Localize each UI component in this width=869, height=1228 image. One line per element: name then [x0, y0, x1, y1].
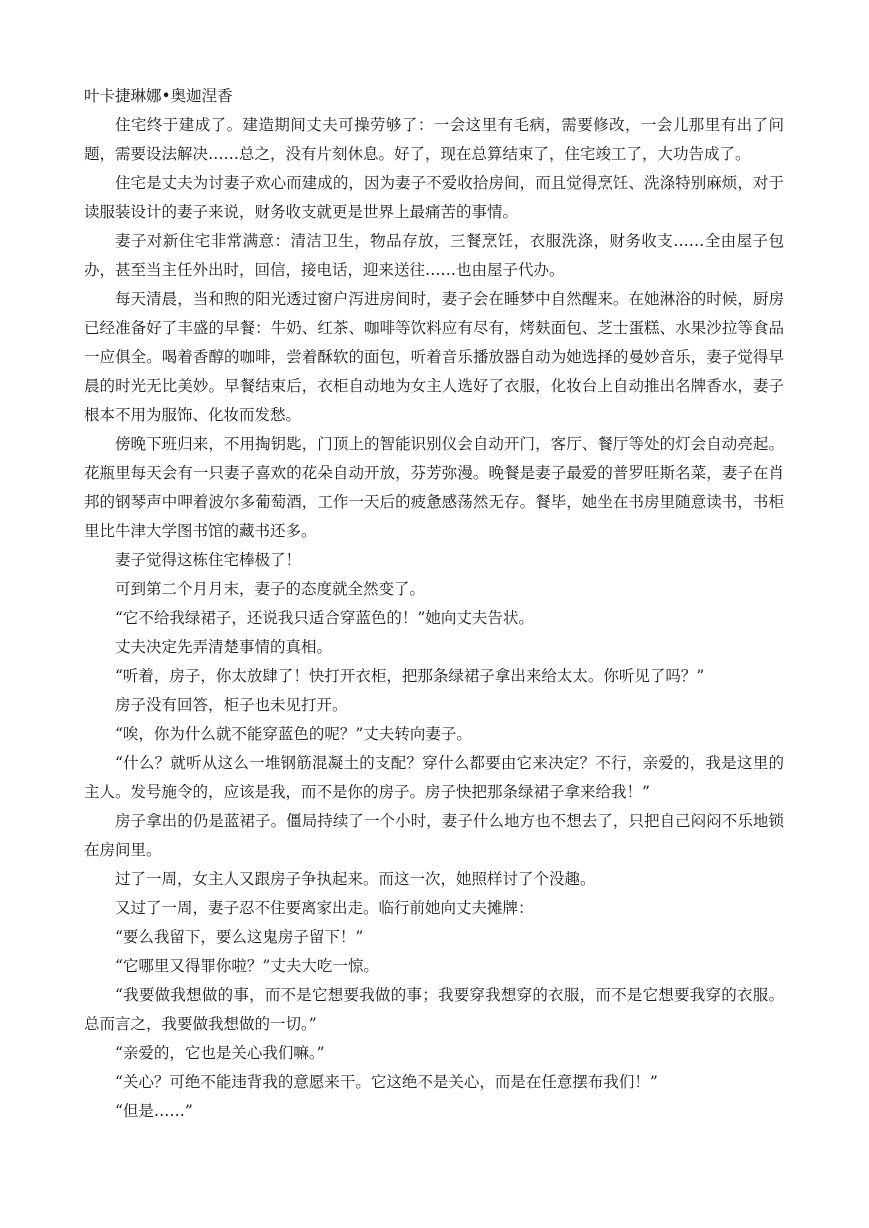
paragraph: 傍晚下班归来，不用掏钥匙，门顶上的智能识别仪会自动开门，客厅、餐厅等处的灯会自动亮起。花瓶里每天会有一只妻子喜欢的花朵自动开放，芬芳弥漫。晚餐是妻子最爱的普罗旺斯名菜，妻子在肖邦的钢琴声中呷着波尔多葡萄酒，工作一天后的疲惫感荡然无存。餐毕，她坐在书房里随意读书，书柜里比牛津大学图书馆的藏书还多。 [84, 435, 784, 540]
author-name: 叶卡捷琳娜•奥迦涅香 [84, 87, 233, 105]
paragraph: 每天清晨，当和煦的阳光透过窗户泻进房间时，妻子会在睡梦中自然醒来。在她淋浴的时候，厨房已经准备好了丰盛的早餐：牛奶、红茶、咖啡等饮料应有尽有，烤麸面包、芝士蛋糕、水果沙拉等食品一应俱全。喝着香醇的咖啡，尝着酥软的面包，听着音乐播放器自动为她选择的曼妙音乐，妻子觉得早晨的时光无比美妙。早餐结束后，衣柜自动地为女主人选好了衣服，化妆台上自动推出名牌香水，妻子根本不用为服饰、化妆而发愁。 [84, 290, 784, 424]
paragraph: 住宅是丈夫为讨妻子欢心而建成的，因为妻子不爱收拾房间，而且觉得烹饪、洗涤特别麻烦，对于读服装设计的妻子来说，财务收支就更是世界上最痛苦的事情。 [84, 174, 784, 221]
paragraph: “它哪里又得罪你啦？”丈夫大吃一惊。 [115, 957, 379, 975]
document-body [84, 82, 784, 1126]
paragraph: “要么我留下，要么这鬼房子留下！” [115, 928, 364, 946]
paragraph: 妻子觉得这栋住宅棒极了！ [115, 551, 302, 569]
paragraph: 房子没有回答，柜子也未见打开。 [115, 696, 348, 714]
paragraph: 过了一周，女主人又跟房子争执起来。而这一次，她照样讨了个没趣。 [115, 870, 596, 888]
paragraph: “亲爱的，它也是关心我们嘛。” [115, 1044, 325, 1062]
paragraph: 住宅终于建成了。建造期间丈夫可操劳够了：一会这里有毛病，需要修改，一会儿那里有出了问题，需要设法解决……总之，没有片刻休息。好了，现在总算结束了，住宅竣工了，大功告成了。 [84, 116, 784, 163]
paragraph: 可到第二个月月末，妻子的态度就全然变了。 [115, 580, 426, 598]
paragraph: “我要做我想做的事，而不是它想要我做的事；我要穿我想穿的衣服，而不是它想要我穿的衣服。总而言之，我要做我想做的一切。” [84, 986, 784, 1033]
paragraph: 又过了一周，妻子忍不住要离家出走。临行前她向丈夫摊牌： [115, 899, 534, 917]
paragraph: “唉，你为什么就不能穿蓝色的呢？”丈夫转向妻子。 [115, 725, 472, 743]
paragraph: 丈夫决定先弄清楚事情的真相。 [115, 638, 333, 656]
paragraph: “什么？就听从这么一堆钢筋混凝土的支配？穿什么都要由它来决定？不行，亲爱的，我是这里的主人。发号施令的，应该是我，而不是你的房子。房子快把那条绿裙子拿来给我！” [84, 754, 784, 801]
paragraph: “听着，房子，你太放肆了！快打开衣柜，把那条绿裙子拿出来给太太。你听见了吗？” [115, 667, 705, 685]
paragraph: 妻子对新住宅非常满意：清洁卫生，物品存放，三餐烹饪，衣服洗涤，财务收支……全由屋子包办，甚至当主任外出时，回信，接电话，迎来送往……也由屋子代办。 [84, 232, 784, 279]
paragraph: “关心？可绝不能违背我的意愿来干。它这绝不是关心，而是在任意摆布我们！” [115, 1073, 658, 1091]
paragraph: “但是……” [115, 1102, 193, 1120]
paragraph: 房子拿出的仍是蓝裙子。僵局持续了一个小时，妻子什么地方也不想去了，只把自己闷闷不乐地锁在房间里。 [84, 812, 784, 859]
paragraph: “它不给我绿裙子，还说我只适合穿蓝色的！”她向丈夫告状。 [115, 609, 534, 627]
